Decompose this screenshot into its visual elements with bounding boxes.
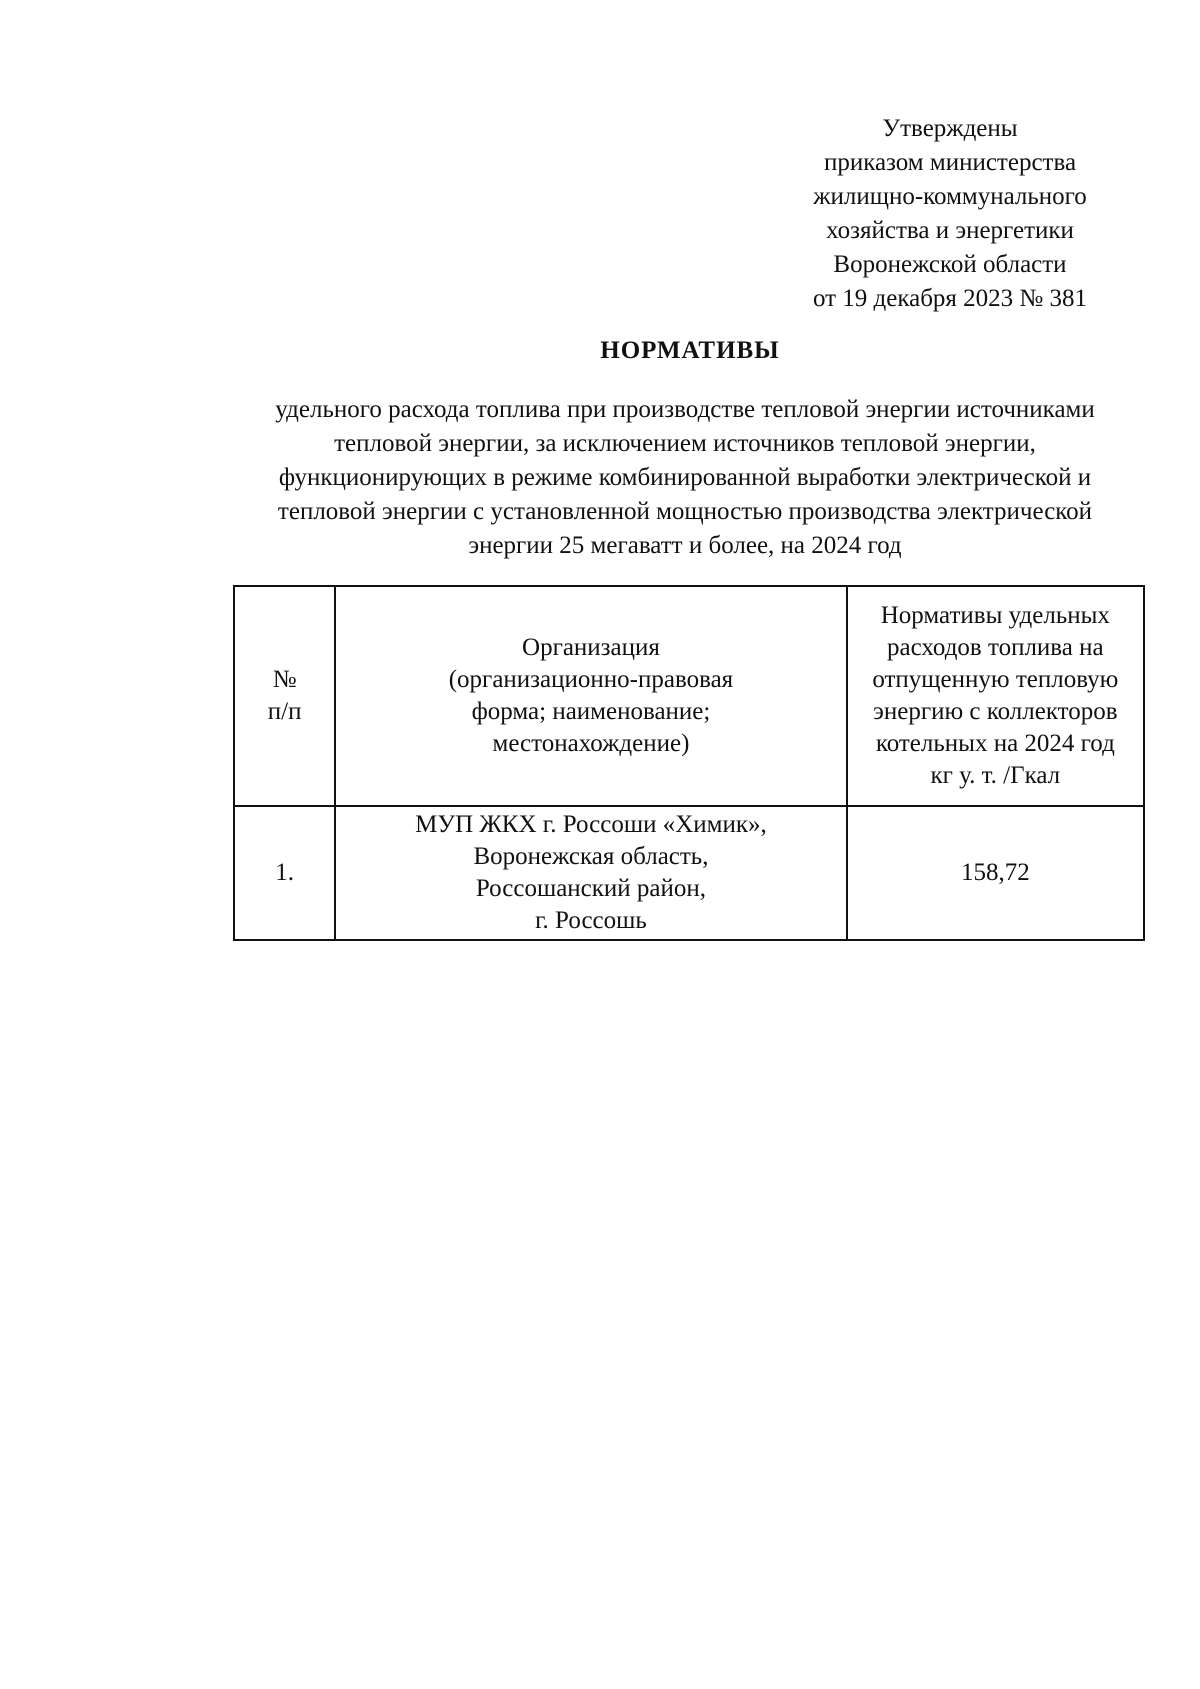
- header-cell-organization: [335, 586, 846, 806]
- document-subtitle: [205, 393, 1165, 563]
- header-org-line-1: Организация: [522, 634, 660, 661]
- approval-line-region: Воронежской области: [833, 251, 1067, 278]
- row-org-line-3: Россошанский район,: [475, 875, 707, 902]
- header-value-line-1: Нормативы удельных: [880, 602, 1110, 629]
- header-value-line-6: кг у. т. /Гкал: [930, 762, 1061, 789]
- row-org-line-2: Воронежская область,: [473, 843, 709, 870]
- row-cell-organization: [335, 806, 846, 940]
- header-cell-norm-value: [847, 586, 1144, 806]
- header-value-line-5: котельных на 2024 год: [875, 730, 1115, 757]
- subtitle-line-1: удельного расхода топлива при производстве тепловой энергии источниками: [275, 396, 1095, 423]
- header-cell-num: [234, 586, 335, 806]
- row-org-line-4: г. Россошь: [535, 907, 647, 934]
- table-header-row: [234, 586, 1144, 806]
- subtitle-line-5: энергии 25 мегаватт и более, на 2024 год: [468, 532, 902, 559]
- approval-line-approved: Утверждены: [882, 115, 1018, 142]
- subtitle-line-4: тепловой энергии с установленной мощностью производства электрической: [277, 498, 1093, 525]
- approval-block: [760, 112, 1140, 316]
- norms-table: [233, 585, 1145, 941]
- approval-line-date: от 19 декабря 2023 № 381: [812, 285, 1088, 312]
- row-cell-num: 1.: [234, 806, 335, 940]
- header-num-line-1: №: [272, 666, 297, 693]
- header-value-line-4: энергию с коллекторов: [873, 698, 1118, 725]
- row-org-line-1: МУП ЖКХ г. Россоши «Химик»,: [415, 811, 767, 838]
- header-org-line-3: форма; наименование;: [471, 698, 711, 725]
- approval-line-energy: хозяйства и энергетики: [826, 217, 1074, 244]
- table-row: [234, 806, 1144, 940]
- subtitle-line-3: функционирующих в режиме комбинированной выработки электрической и: [278, 464, 1092, 491]
- subtitle-line-2: тепловой энергии, за исключением источников тепловой энергии,: [334, 430, 1036, 457]
- document-title: НОРМАТИВЫ: [600, 337, 780, 364]
- header-org-line-4: местонахождение): [492, 730, 690, 757]
- row-cell-norm-value: 158,72: [847, 806, 1144, 940]
- approval-line-order: приказом министерства: [823, 149, 1077, 176]
- header-value-line-2: расходов топлива на: [887, 634, 1104, 661]
- header-org-line-2: (организационно-правовая: [448, 666, 734, 693]
- header-value-line-3: отпущенную тепловую: [872, 666, 1119, 693]
- header-num-line-2: п/п: [267, 698, 302, 725]
- approval-line-housing: жилищно-коммунального: [813, 183, 1087, 210]
